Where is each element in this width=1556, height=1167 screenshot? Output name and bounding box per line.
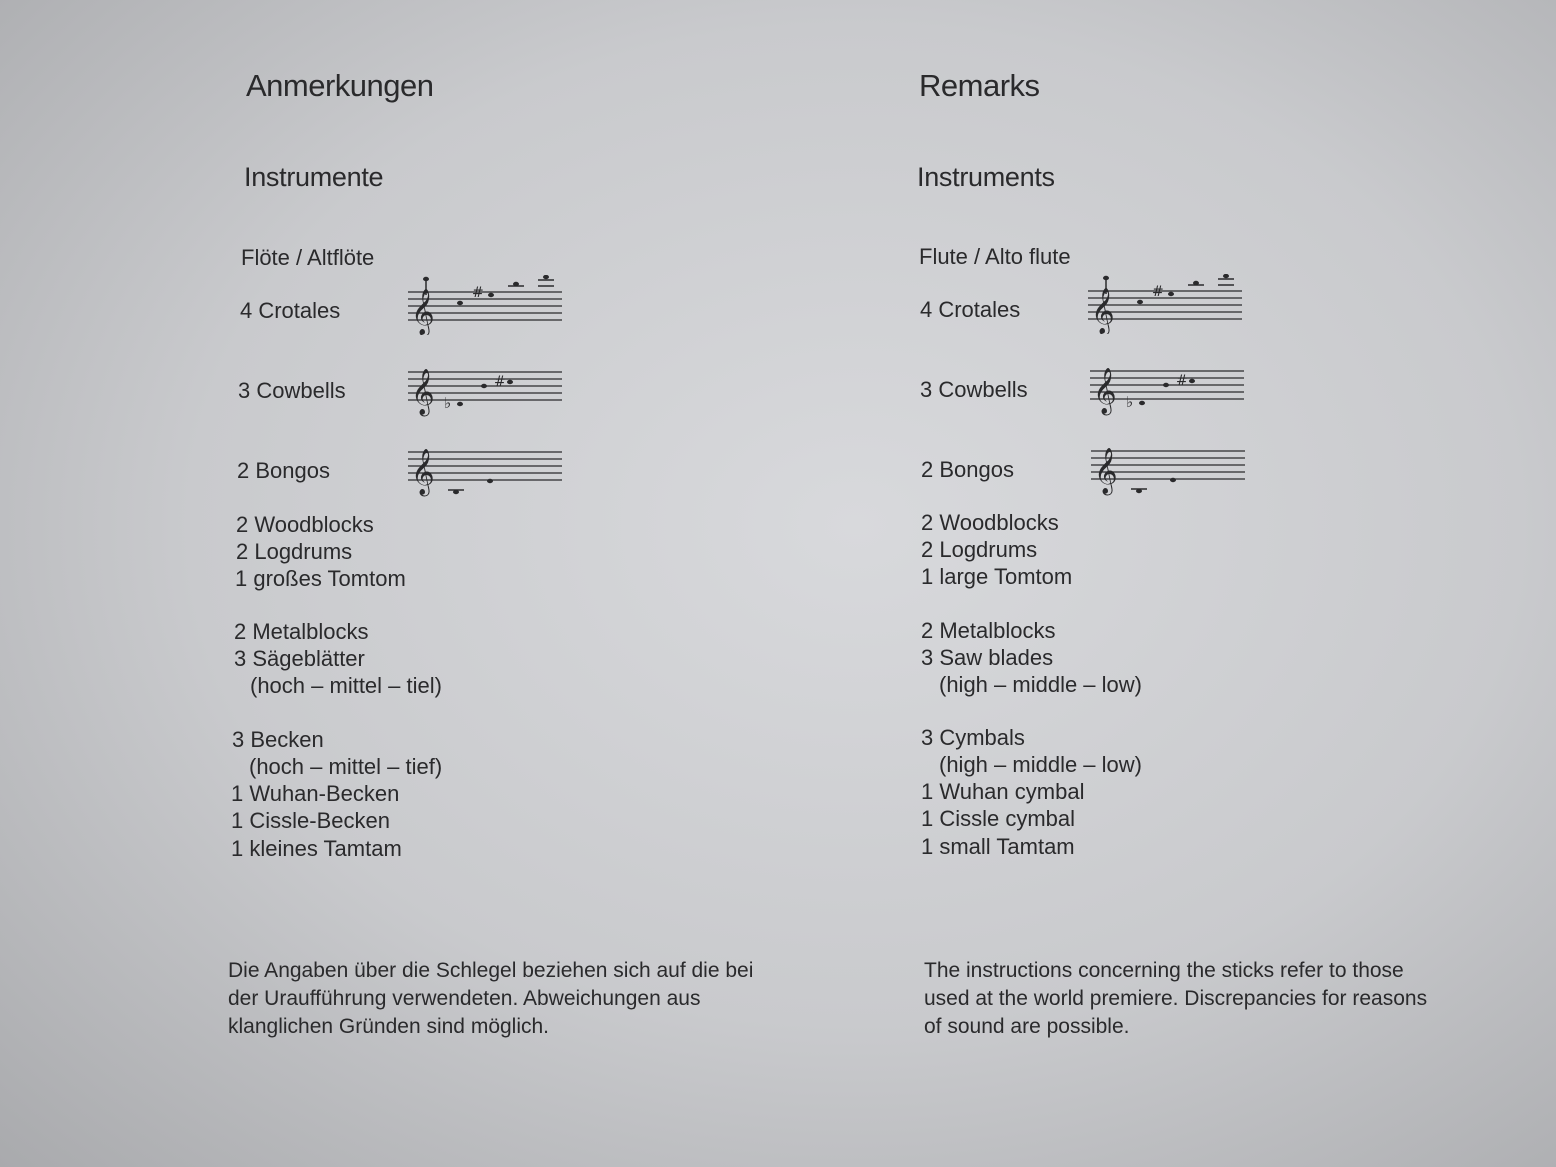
treble-clef-icon: 𝄞 — [411, 449, 435, 495]
page-title: Remarks — [919, 68, 1040, 103]
instrument-logdrums: 2 Logdrums — [236, 539, 353, 564]
treble-clef-icon: 𝄞 — [1093, 368, 1117, 414]
sticks-note: Die Angaben über die Schlegel beziehen sich auf die bei der Uraufführung verwendeten. Abweichungen aus klanglichen Gründen sind möglich. — [228, 959, 754, 1038]
instrument-woodblocks: 2 Woodblocks — [236, 512, 374, 537]
instrument-tamtam: 1 kleines Tamtam — [231, 836, 402, 861]
staff-notation-icon — [408, 362, 564, 422]
sticks-note: The instructions concerning the sticks refer to those used at the world premiere. Discrepancies for reasons of sound are possible. — [924, 959, 1428, 1038]
treble-clef-icon: 𝄞 — [411, 289, 435, 335]
staff-notation-icon — [1091, 445, 1247, 505]
instrument-metalblocks: 2 Metalblocks — [234, 619, 369, 644]
treble-clef-icon: 𝄞 — [411, 369, 435, 415]
instrument-cowbells: 3 Cowbells — [238, 378, 346, 403]
section-title: Instrumente — [244, 162, 384, 192]
instrument-metalblocks: 2 Metalblocks — [921, 618, 1056, 643]
instrument-crotales: 4 Crotales — [920, 297, 1021, 322]
instrument-wuhan-cymbal: 1 Wuhan cymbal — [921, 779, 1085, 804]
page-title: Anmerkungen — [246, 68, 434, 103]
instrument-wuhan-cymbal: 1 Wuhan-Becken — [231, 781, 400, 806]
treble-clef-icon: 𝄞 — [1091, 288, 1115, 334]
instrument-cymbals-range: (high – middle – low) — [939, 752, 1142, 777]
instrument-cymbals: 3 Becken — [232, 727, 324, 752]
instrument-tomtom: 1 großes Tomtom — [235, 566, 406, 591]
instrument-saw-blades-range: (hoch – mittel – tiel) — [250, 673, 442, 698]
section-title: Instruments — [917, 162, 1055, 192]
instrument-flute: Flute / Alto flute — [919, 244, 1071, 269]
instrument-woodblocks: 2 Woodblocks — [921, 510, 1059, 535]
german-column — [228, 0, 788, 1167]
treble-clef-icon: 𝄞 — [1094, 448, 1118, 494]
svg-text:♭: ♭ — [444, 394, 452, 412]
instrument-cissle-cymbal: 1 Cissle cymbal — [921, 806, 1076, 831]
svg-text:♭: ♭ — [1126, 393, 1134, 411]
staff-notation-icon — [1088, 274, 1244, 334]
svg-text:#: # — [1176, 373, 1188, 389]
svg-text:#: # — [1152, 284, 1164, 300]
instrument-crotales: 4 Crotales — [240, 298, 341, 323]
staff-notation-icon — [408, 446, 564, 506]
staff-notation-icon — [1090, 361, 1246, 421]
svg-text:#: # — [494, 374, 506, 390]
instrument-saw-blades: 3 Saw blades — [921, 645, 1054, 670]
instrument-logdrums: 2 Logdrums — [921, 537, 1038, 562]
instrument-cymbals-range: (hoch – mittel – tief) — [249, 754, 443, 779]
staff-notation-icon — [408, 275, 564, 335]
instrument-tamtam: 1 small Tamtam — [921, 834, 1075, 859]
instrument-tomtom: 1 large Tomtom — [921, 564, 1073, 589]
instrument-flute: Flöte / Altflöte — [241, 245, 375, 270]
instrument-cissle-cymbal: 1 Cissle-Becken — [231, 808, 390, 833]
instrument-bongos: 2 Bongos — [921, 457, 1014, 482]
instrument-saw-blades-range: (high – middle – low) — [939, 672, 1142, 697]
english-column — [916, 0, 1476, 1167]
instrument-cymbals: 3 Cymbals — [921, 725, 1025, 750]
instrument-cowbells: 3 Cowbells — [920, 377, 1028, 402]
svg-text:#: # — [472, 285, 484, 301]
instrument-saw-blades: 3 Sägeblätter — [234, 646, 365, 671]
instrument-bongos: 2 Bongos — [237, 458, 330, 483]
